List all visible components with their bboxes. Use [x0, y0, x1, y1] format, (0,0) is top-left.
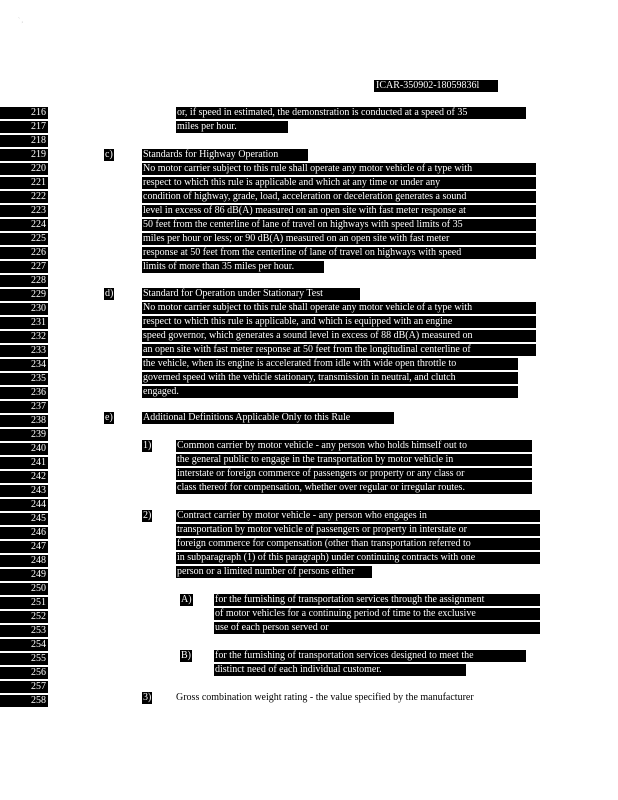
section-c-line-8: limits of more than 35 miles per hour.: [142, 261, 324, 273]
line-number: 225: [0, 233, 48, 245]
item-3-line-1: Gross combination weight rating - the value specified by the manufacturer: [176, 692, 474, 703]
line-number: 243: [0, 485, 48, 497]
item-2-line-1: Contract carrier by motor vehicle - any person who engages in: [176, 510, 540, 522]
marker-3: 3): [143, 692, 152, 703]
line-number: 240: [0, 443, 48, 455]
marker-1: 1): [143, 440, 152, 451]
line-number: 253: [0, 625, 48, 637]
item-1-line-3: interstate or foreign commerce of passengers or property or any class or: [176, 468, 532, 480]
line-number: 233: [0, 345, 48, 357]
line-number: 218: [0, 135, 48, 147]
line-number: 248: [0, 555, 48, 567]
section-c-line-6: miles per hour or less; or 90 dB(A) measured on an open site with fast meter: [142, 233, 536, 245]
line-number: 227: [0, 261, 48, 273]
line-number: 258: [0, 695, 48, 707]
line-number: 244: [0, 499, 48, 511]
line-number: 236: [0, 387, 48, 399]
line-number: 219: [0, 149, 48, 161]
line-number: 230: [0, 303, 48, 315]
line-number: 241: [0, 457, 48, 469]
marker-A: A): [181, 594, 192, 605]
line-number: 224: [0, 219, 48, 231]
line-number: 256: [0, 667, 48, 679]
marker-c: c): [105, 149, 113, 160]
line-number: 242: [0, 471, 48, 483]
item-B-line-2: distinct need of each individual customer.: [214, 664, 466, 676]
section-c-line-5: 50 feet from the centerline of lane of travel on highways with speed limits of 35: [142, 219, 536, 231]
line-number: 221: [0, 177, 48, 189]
document-id-header: ICAR-350902-18059836l: [374, 80, 498, 92]
line-number: 229: [0, 289, 48, 301]
item-2-line-4: in subparagraph (1) of this paragraph) under continuing contracts with one: [176, 552, 540, 564]
section-c-line-1: No motor carrier subject to this rule shall operate any motor vehicle of a type with: [142, 163, 536, 175]
line-number: 238: [0, 415, 48, 427]
line-number: 216: [0, 107, 48, 119]
line-number: 217: [0, 121, 48, 133]
section-c-line-3: condition of highway, grade, load, acceleration or deceleration generates a sound: [142, 191, 536, 203]
line-number: 252: [0, 611, 48, 623]
line-number: 250: [0, 583, 48, 595]
text-line-217: miles per hour.: [176, 121, 288, 133]
section-c-line-7: response at 50 feet from the centerline of lane of travel on highways with speed: [142, 247, 536, 259]
item-2-line-3: foreign commerce for compensation (other than transportation referred to: [176, 538, 540, 550]
section-d-line-7: engaged.: [142, 386, 518, 398]
line-number: 235: [0, 373, 48, 385]
scan-marks: ` ,: [18, 18, 23, 24]
marker-B: B): [181, 650, 191, 661]
item-B-line-1: for the furnishing of transportation services designed to meet the: [214, 650, 526, 662]
line-number: 251: [0, 597, 48, 609]
line-number: 254: [0, 639, 48, 651]
section-d-line-3: speed governor, which generates a sound level in excess of 88 dB(A) measured on: [142, 330, 536, 342]
item-2-line-5: person or a limited number of persons either: [176, 566, 372, 578]
section-c-line-2: respect to which this rule is applicable and which at any time or under any: [142, 177, 536, 189]
marker-d: d): [105, 288, 114, 299]
line-number: 246: [0, 527, 48, 539]
line-number: 257: [0, 681, 48, 693]
line-number: 247: [0, 541, 48, 553]
line-number: 249: [0, 569, 48, 581]
line-number: 237: [0, 401, 48, 413]
item-A-line-3: use of each person served or: [214, 622, 540, 634]
item-2-line-2: transportation by motor vehicle of passengers or property in interstate or: [176, 524, 540, 536]
line-number: 232: [0, 331, 48, 343]
line-number: 231: [0, 317, 48, 329]
line-number: 226: [0, 247, 48, 259]
section-d-title: Standard for Operation under Stationary Test: [142, 288, 360, 300]
text-line-216: or, if speed in estimated, the demonstration is conducted at a speed of 35: [176, 107, 526, 119]
line-number: 245: [0, 513, 48, 525]
section-c-line-4: level in excess of 86 dB(A) measured on an open site with fast meter response at: [142, 205, 536, 217]
marker-2: 2): [143, 510, 152, 521]
line-number: 234: [0, 359, 48, 371]
marker-e: e): [105, 412, 113, 423]
line-number: 222: [0, 191, 48, 203]
section-e-title: Additional Definitions Applicable Only to this Rule: [142, 412, 394, 424]
item-A-line-2: of motor vehicles for a continuing period of time to the exclusive: [214, 608, 540, 620]
line-number: 220: [0, 163, 48, 175]
line-number: 239: [0, 429, 48, 441]
section-d-line-2: respect to which this rule is applicable, and which is equipped with an engine: [142, 316, 536, 328]
section-d-line-5: the vehicle, when its engine is accelerated from idle with wide open throttle to: [142, 358, 518, 370]
item-1-line-4: class thereof for compensation, whether over regular or irregular routes.: [176, 482, 532, 494]
item-A-line-1: for the furnishing of transportation services through the assignment: [214, 594, 540, 606]
section-d-line-1: No motor carrier subject to this rule shall operate any motor vehicle of a type with: [142, 302, 536, 314]
line-number: 255: [0, 653, 48, 665]
section-c-title: Standards for Highway Operation: [142, 149, 308, 161]
item-1-line-1: Common carrier by motor vehicle - any person who holds himself out to: [176, 440, 532, 452]
line-number: 223: [0, 205, 48, 217]
section-d-line-6: governed speed with the vehicle stationary, transmission in neutral, and clutch: [142, 372, 518, 384]
section-d-line-4: an open site with fast meter response at 50 feet from the longitudinal centerline of: [142, 344, 536, 356]
item-1-line-2: the general public to engage in the transportation by motor vehicle in: [176, 454, 532, 466]
line-number: 228: [0, 275, 48, 287]
